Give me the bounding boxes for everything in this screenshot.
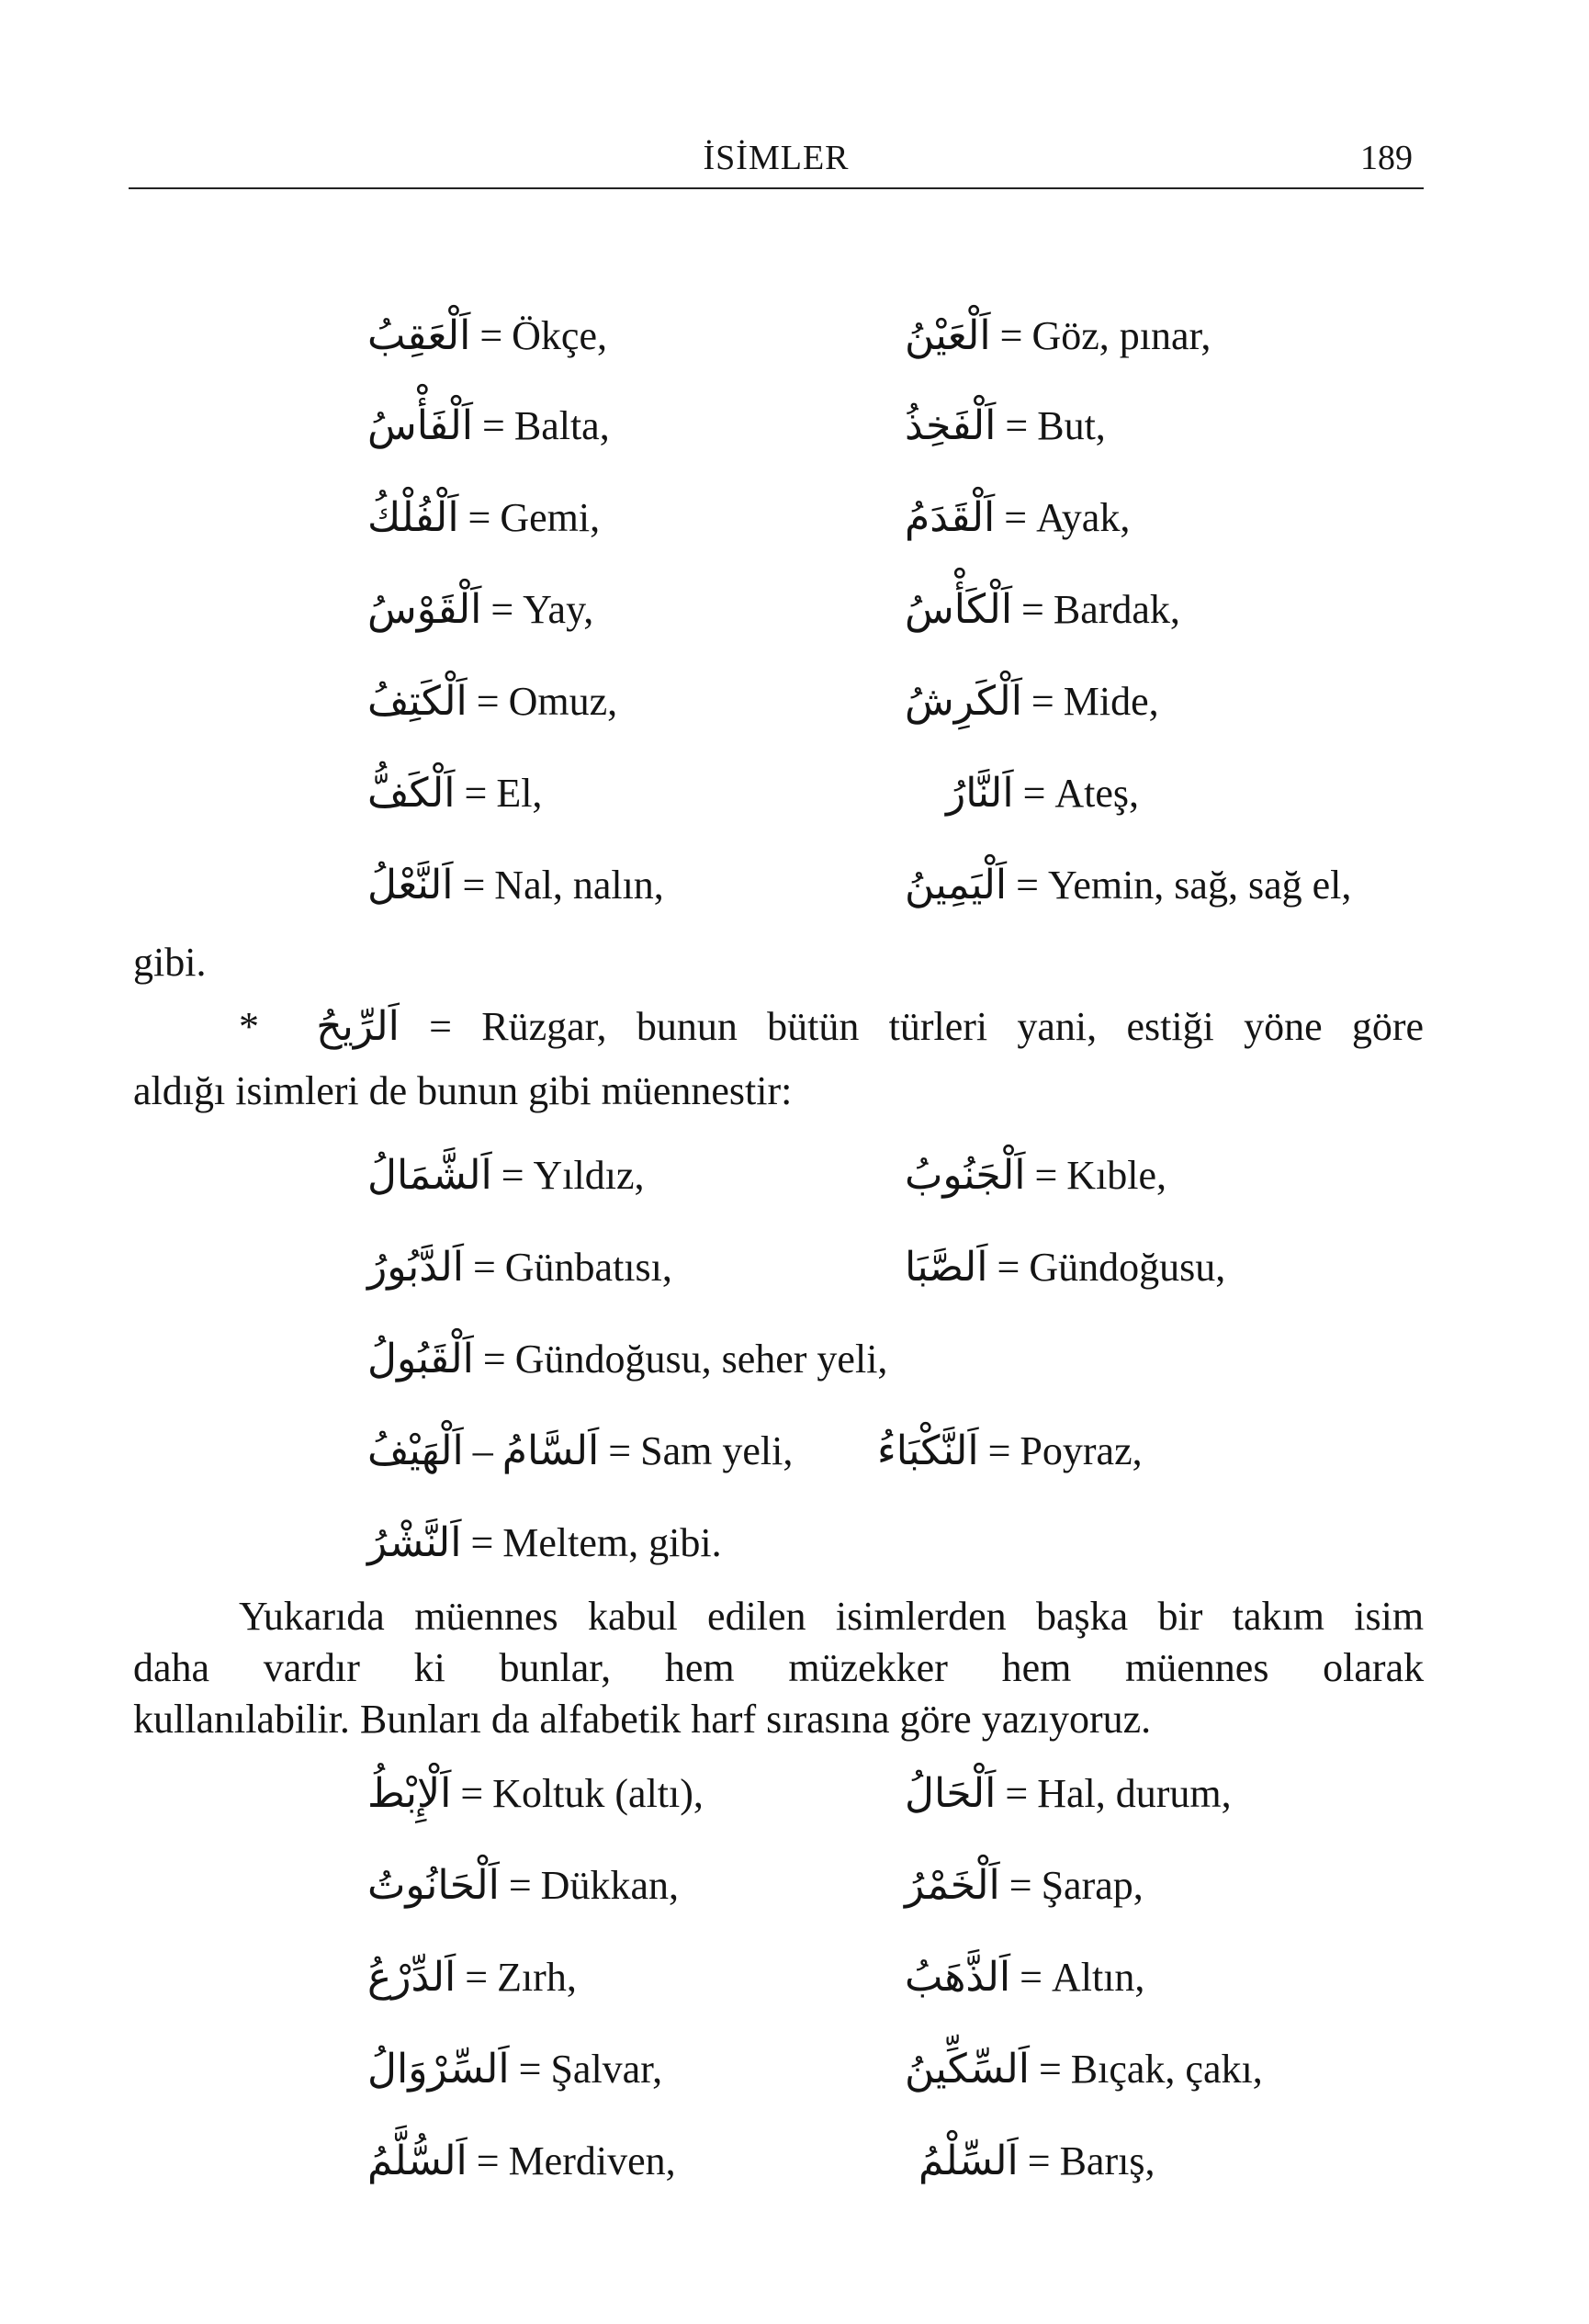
arabic-word: اَلْعَقِبُ [367, 312, 471, 359]
word: vardır [263, 1645, 360, 1690]
arabic-word: اَلْكَرِشُ [905, 678, 1022, 725]
vocab-entry [367, 1952, 577, 2003]
turkish-meaning: Şalvar, [550, 2047, 663, 2092]
turkish-meaning: Nal, nalın, [494, 863, 664, 908]
vocab-entry [367, 492, 600, 544]
vocab-entry [367, 676, 617, 728]
turkish-meaning: Meltem, gibi. [502, 1520, 722, 1565]
turkish-meaning: Bardak, [1053, 587, 1180, 632]
vocab-entry [905, 1860, 1144, 1912]
equals-sign: = [1004, 495, 1028, 540]
arabic-word: اَلنَّكْبَاءُ [877, 1427, 979, 1474]
turkish-meaning: Ateş, [1054, 771, 1140, 816]
word: yani, [1017, 1004, 1098, 1049]
equals-sign: = [1034, 1153, 1058, 1198]
equals-sign: = [460, 1771, 484, 1816]
vocab-entry [367, 1426, 793, 1477]
arabic-word: اَلسُّلَّمُ [367, 2138, 468, 2184]
vocab-entry [367, 1150, 645, 1201]
page-number: 189 [1360, 139, 1413, 177]
arabic-word: اَلصَّبَا [905, 1244, 988, 1291]
arabic-word: اَلنَّارُ [946, 770, 1014, 817]
turkish-meaning: Yay, [523, 587, 594, 632]
arabic-word: اَلرِّيحُ [316, 1003, 400, 1050]
word: Rüzgar, [481, 1004, 607, 1049]
turkish-meaning: Ökçe, [512, 313, 607, 358]
arabic-word: اَلسِّلْمُ [918, 2138, 1019, 2184]
turkish-meaning: Yemin, sağ, sağ el, [1047, 863, 1352, 908]
equals-sign: = [464, 771, 488, 816]
equals-sign: = [1016, 863, 1039, 908]
equals-sign: = [999, 313, 1023, 358]
header-rule [129, 187, 1424, 189]
equals-sign: = [479, 313, 503, 358]
equals-sign: = [1005, 1771, 1029, 1816]
word: müennes [414, 1594, 558, 1639]
equals-sign: = [1027, 2138, 1051, 2183]
equals-sign: = [472, 1245, 496, 1290]
turkish-meaning: Mide, [1063, 679, 1159, 724]
paragraph-line-2 [133, 1642, 1424, 1694]
word: daha [133, 1645, 210, 1690]
arabic-word: اَلسِّرْوَالُ [367, 2046, 510, 2093]
wind-line-2: aldığı isimleri de bunun gibi müennestir: [133, 1068, 793, 1113]
vocab-entry [367, 400, 610, 452]
word: Yukarıda [239, 1594, 385, 1639]
arabic-word: اَلْإِبْطُ [367, 1770, 452, 1817]
turkish-meaning: Gündoğusu, seher yeli, [514, 1337, 888, 1382]
vocab-entry [905, 2044, 1263, 2095]
equals-sign: = [462, 863, 486, 908]
equals-sign: = [1022, 771, 1046, 816]
word: bir [1157, 1594, 1203, 1639]
arabic-word: اَلْقَبُولُ [367, 1336, 474, 1382]
gibi-text: gibi. [133, 940, 207, 985]
turkish-meaning: Koltuk (altı), [492, 1771, 704, 1816]
vocab-entry [905, 492, 1130, 544]
equals-sign: = [1009, 1863, 1032, 1908]
page-header [129, 138, 1424, 193]
vocab-entry [877, 1426, 1143, 1477]
vocab-entry [946, 768, 1139, 819]
word: göre [1351, 1004, 1425, 1049]
running-title: İSİMLER [703, 139, 850, 177]
word: bunlar, [499, 1645, 612, 1690]
word: başka [1035, 1594, 1129, 1639]
word: isimlerden [835, 1594, 1007, 1639]
equals-sign: = [476, 2138, 500, 2183]
turkish-meaning: Zırh, [497, 1955, 577, 2000]
word: takım [1232, 1594, 1324, 1639]
equals-sign: = [987, 1428, 1011, 1473]
word: bunun [636, 1004, 738, 1049]
arabic-word: اَلسِّكِّينُ [905, 2046, 1030, 2093]
vocab-entry [905, 400, 1106, 452]
turkish-meaning: Omuz, [508, 679, 618, 724]
word: müzekker [788, 1645, 948, 1690]
equals-sign: = [608, 1428, 632, 1473]
vocab-entry [367, 1242, 672, 1293]
turkish-meaning: Gündoğusu, [1029, 1245, 1226, 1290]
word: edilen [707, 1594, 806, 1639]
vocab-entry [905, 1952, 1144, 2003]
arabic-word: اَلْفَأْسُ [367, 402, 474, 449]
asterisk: * [239, 1004, 259, 1049]
vocab-entry [367, 310, 607, 362]
dash: – [472, 1428, 493, 1473]
vocab-entry [367, 860, 664, 911]
turkish-meaning: Poyraz, [1020, 1428, 1143, 1473]
vocab-entry [905, 1242, 1225, 1293]
arabic-word: اَلنَّعْلُ [367, 862, 454, 908]
equals-sign: = [501, 1153, 524, 1198]
vocab-entry [367, 2136, 676, 2187]
equals-sign: = [482, 403, 505, 448]
turkish-meaning: Hal, durum, [1037, 1771, 1232, 1816]
vocab-entry [918, 2136, 1155, 2187]
word: bütün [767, 1004, 860, 1049]
arabic-word: اَلْقَوْسُ [367, 586, 482, 633]
turkish-meaning: Göz, pınar, [1031, 313, 1211, 358]
turkish-meaning: Merdiven, [508, 2138, 676, 2183]
word: kabul [587, 1594, 678, 1639]
word: ki [413, 1645, 445, 1690]
vocab-entry [367, 1768, 704, 1820]
vocab-entry [367, 768, 542, 819]
turkish-meaning: Günbatısı, [504, 1245, 672, 1290]
equals-sign: = [468, 495, 491, 540]
turkish-meaning: El, [496, 771, 543, 816]
vocab-entry [905, 860, 1351, 911]
arabic-word: اَلشَّمَالُ [367, 1152, 492, 1199]
equals-sign: = [518, 2047, 542, 2092]
arabic-word: اَلدَّبُورُ [367, 1244, 464, 1291]
equals-sign: = [1038, 2047, 1062, 2092]
arabic-word: اَلنَّشْرُ [367, 1519, 462, 1566]
turkish-meaning: Yıldız, [533, 1153, 645, 1198]
arabic-word: اَلْفَخِذُ [905, 402, 997, 449]
vocab-entry [905, 1768, 1232, 1820]
arabic-word: اَلْهَيْفُ [367, 1427, 464, 1474]
equals-sign: = [508, 1863, 532, 1908]
equals-sign: = [476, 679, 500, 724]
arabic-word: اَلْفُلْكُ [367, 494, 459, 541]
equals-sign: = [1005, 403, 1029, 448]
word: türleri [888, 1004, 988, 1049]
turkish-meaning: Dükkan, [540, 1863, 679, 1908]
equals-sign: = [482, 1337, 506, 1382]
arabic-word: اَلْيَمِينُ [905, 862, 1008, 908]
turkish-meaning: Balta, [513, 403, 610, 448]
arabic-word: اَلذَّهَبُ [905, 1954, 1011, 2001]
arabic-word: اَلسَّامُ [501, 1427, 600, 1474]
vocab-entry [367, 1517, 722, 1569]
arabic-word: اَلدِّرْعُ [367, 1954, 456, 2001]
equals-sign: = [490, 587, 514, 632]
vocab-entry [905, 584, 1180, 636]
equals-sign: = [1021, 587, 1044, 632]
turkish-meaning: Barış, [1059, 2138, 1155, 2183]
paragraph-line-1 [239, 1591, 1424, 1642]
vocab-entry [905, 1150, 1166, 1201]
turkish-meaning: Sam yeli, [640, 1428, 794, 1473]
word: hem [664, 1645, 735, 1690]
turkish-meaning: Şarap, [1041, 1863, 1144, 1908]
vocab-entry [367, 1334, 887, 1385]
vocab-entry [367, 2044, 662, 2095]
turkish-meaning: Ayak, [1036, 495, 1131, 540]
equals-sign: = [997, 1245, 1020, 1290]
vocab-entry [367, 1860, 679, 1912]
vocab-entry [905, 310, 1211, 362]
turkish-meaning: Gemi, [500, 495, 601, 540]
paragraph-line-3: kullanılabilir. Bunları da alfabetik harf sırasına göre yazıyoruz. [133, 1697, 1152, 1742]
turkish-meaning: Altın, [1051, 1955, 1145, 2000]
arabic-word: اَلْجَنُوبُ [905, 1152, 1026, 1199]
word: estiği [1126, 1004, 1214, 1049]
equals-sign: = [1020, 1955, 1042, 2000]
turkish-meaning: Bıçak, çakı, [1070, 2047, 1263, 2092]
vocab-entry [905, 676, 1159, 728]
wind-line-1 [239, 1001, 1424, 1053]
turkish-meaning: Kıble, [1066, 1153, 1167, 1198]
arabic-word: اَلْكَتِفُ [367, 678, 468, 725]
word: hem [1001, 1645, 1072, 1690]
equals-sign: = [465, 1955, 489, 2000]
vocab-entry [367, 584, 593, 636]
arabic-word: اَلْحَانُوتُ [367, 1862, 500, 1909]
word: olarak [1323, 1645, 1425, 1690]
turkish-meaning: But, [1037, 403, 1106, 448]
equals-sign: = [1031, 679, 1054, 724]
arabic-word: اَلْكَفُّ [367, 770, 456, 817]
arabic-word: اَلْخَمْرُ [905, 1862, 1000, 1909]
word: müennes [1125, 1645, 1269, 1690]
arabic-word: اَلْقَدَمُ [905, 494, 996, 541]
arabic-word: اَلْكَأْسُ [905, 586, 1013, 633]
arabic-word: اَلْعَيْنُ [905, 312, 991, 359]
word: yöne [1244, 1004, 1323, 1049]
word: isim [1354, 1594, 1425, 1639]
equals-sign: = [470, 1520, 494, 1565]
arabic-word: اَلْحَالُ [905, 1770, 997, 1817]
word: = [429, 1004, 452, 1049]
